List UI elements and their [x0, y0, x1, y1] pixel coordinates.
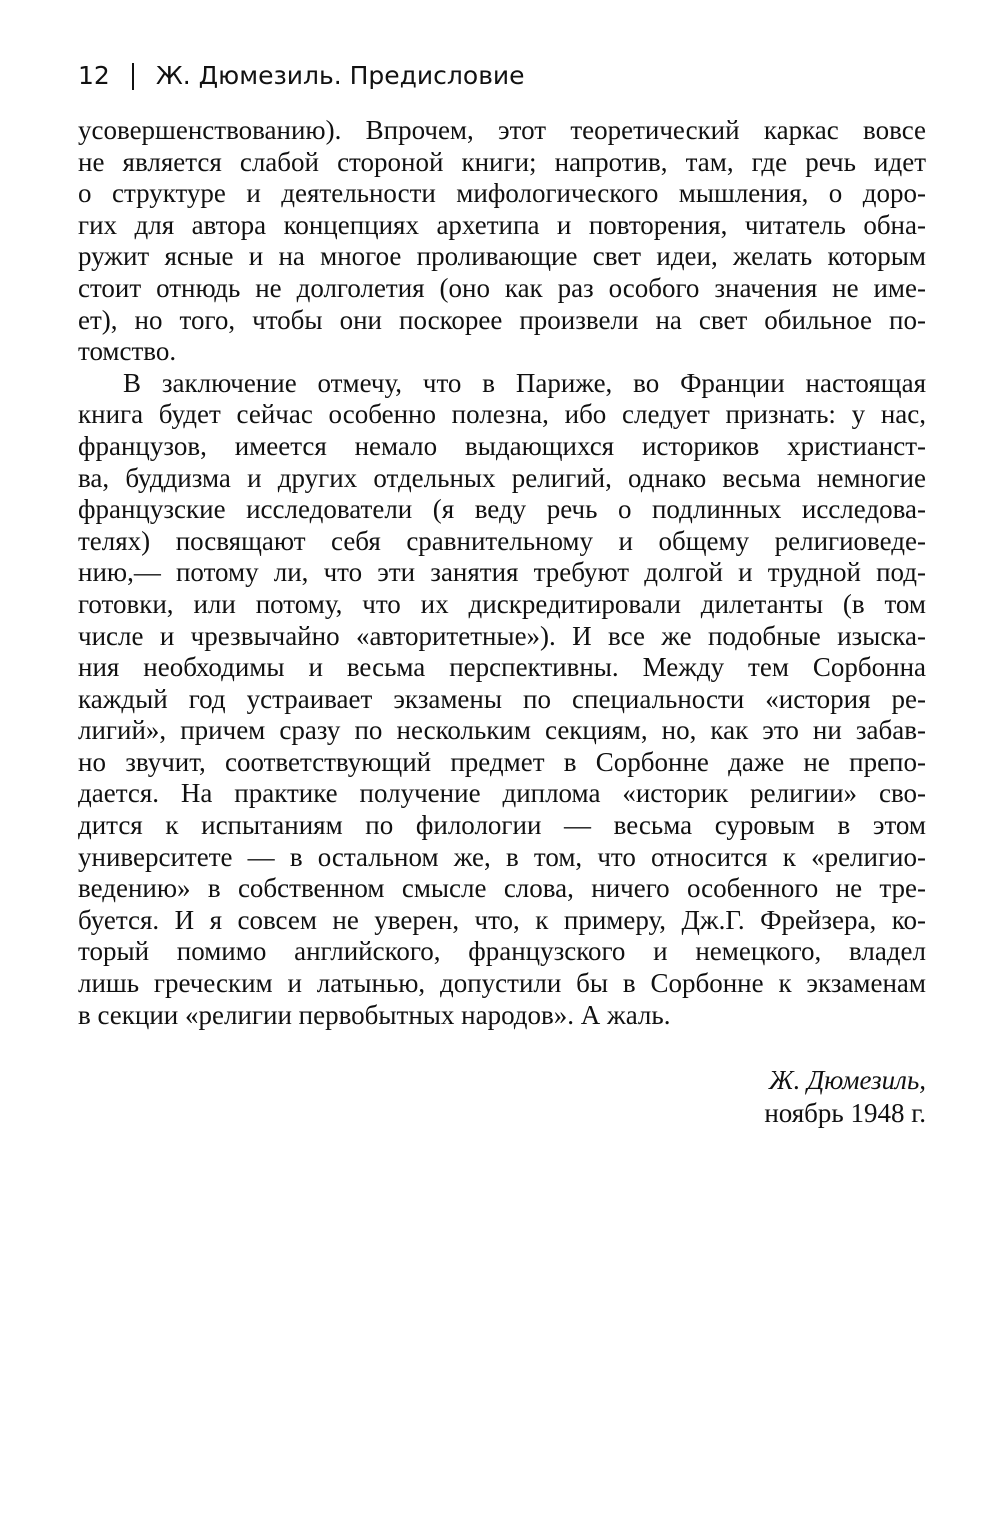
text-line: университете — в остальном же, в том, что относится к «религио- [78, 841, 926, 872]
text-line: в секции «религии первобытных народов». А жаль. [78, 999, 671, 1030]
text-line: дится к испытаниям по филологии — весьма суровым в этом [78, 810, 926, 841]
text-line: стоит отнюдь не долголетия (оно как раз особого значения не име- [78, 272, 926, 303]
signature-date: ноябрь 1948 г. [764, 1098, 926, 1128]
signature-name: Ж. Дюмезиль, [768, 1065, 926, 1095]
text-line: французские исследователи (я веду речь о подлинных исследова- [78, 494, 926, 525]
running-head [78, 56, 525, 96]
text-line: но звучит, соответствующий предмет в Сорбонне даже не препо- [78, 746, 926, 777]
text-line: не является слабой стороной книги; напротив, там, где речь идет [78, 146, 926, 177]
page-number: 12 [78, 61, 110, 90]
text-line: каждый год устраивает экзамены по специальности «история ре- [78, 683, 926, 714]
body-text [78, 115, 926, 1031]
text-line: о структуре и деятельности мифологического мышления, о доро- [78, 178, 926, 209]
text-line: усовершенствованию). Впрочем, этот теоретический каркас вовсе [78, 115, 926, 145]
header-separator [132, 63, 134, 90]
text-line: томство. [78, 336, 177, 367]
text-line: буется. И я совсем не уверен, что, к примеру, Дж.Г. Фрейзера, ко- [78, 904, 926, 935]
text-line: французов, имеется немало выдающихся историков христианст- [78, 430, 926, 461]
text-line: дается. На практике получение диплома «историк религии» сво- [78, 778, 926, 809]
text-line: ния необходимы и весьма перспективны. Между тем Сорбонна [78, 652, 926, 683]
text-line: телях) посвящают себя сравнительному и общему религиоведе- [78, 525, 926, 556]
text-line: лигий», причем сразу по нескольким секциям, но, как это ни забав- [78, 715, 926, 746]
author-signature [600, 1064, 926, 1130]
text-line: книга будет сейчас особенно полезна, ибо следует признать: у нас, [78, 399, 926, 430]
text-line: ружит ясные и на многое проливающие свет идеи, желать которым [78, 241, 926, 272]
text-line: торый помимо английского, французского и немецкого, владел [78, 936, 926, 967]
running-title: Ж. Дюмезиль. Предисловие [155, 61, 525, 90]
text-line: В заключение отмечу, что в Париже, во Франции настоящая [123, 367, 926, 398]
text-line: лишь греческим и латынью, допустили бы в Сорбонне к экзаменам [78, 968, 926, 999]
text-line: нию,— потому ли, что эти занятия требуют долгой и трудной под- [78, 557, 926, 588]
text-line: ведению» в собственном смысле слова, ничего особенного не тре- [78, 873, 926, 904]
text-line: ет), но того, чтобы они поскорее произвели на свет обильное по- [78, 304, 926, 335]
text-line: готовки, или потому, что их дискредитировали дилетанты (в том [78, 588, 926, 619]
text-line: числе и чрезвычайно «авторитетные»). И все же подобные изыска- [78, 620, 926, 651]
paragraph-1 [78, 115, 926, 368]
text-line: гих для автора концепциях архетипа и повторения, читатель обна- [78, 209, 926, 240]
text-line: ва, буддизма и других отдельных религий, однако весьма немногие [78, 462, 926, 493]
paragraph-2 [78, 368, 926, 1031]
